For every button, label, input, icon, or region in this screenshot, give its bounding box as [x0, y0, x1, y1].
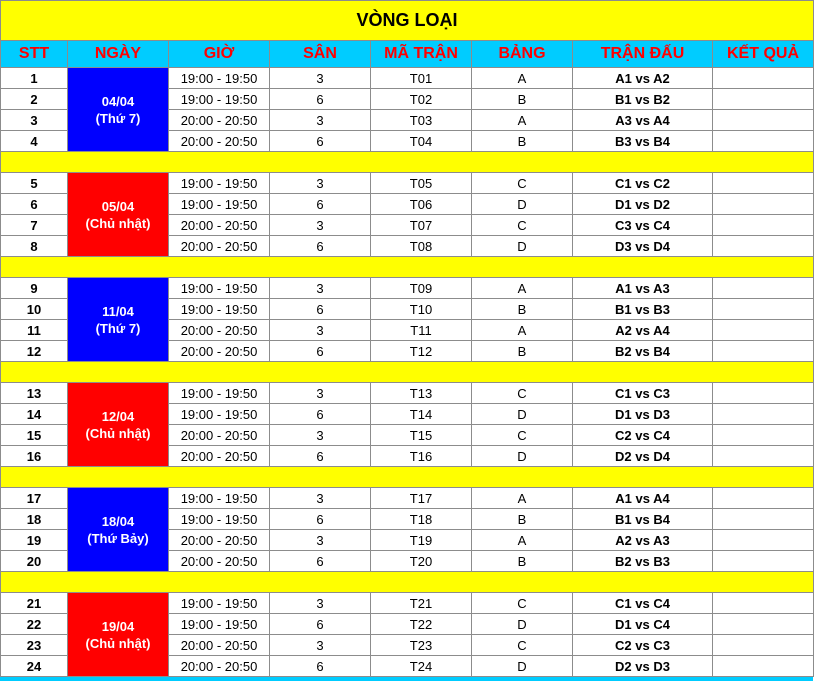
group-cell[interactable]: D: [472, 446, 573, 467]
result-cell[interactable]: [713, 173, 814, 194]
weekday-label: (Thứ 7): [95, 110, 141, 126]
weekday-label: (Chủ nhật): [85, 215, 151, 231]
match-code-cell[interactable]: T11: [371, 320, 472, 341]
stt-cell[interactable]: 11: [1, 320, 68, 341]
time-cell[interactable]: 20:00 - 20:50: [169, 341, 270, 362]
stt-cell[interactable]: 23: [1, 635, 68, 656]
stt-cell[interactable]: 8: [1, 236, 68, 257]
time-cell[interactable]: 19:00 - 19:50: [169, 383, 270, 404]
group-cell[interactable]: D: [472, 404, 573, 425]
stt-cell[interactable]: 5: [1, 173, 68, 194]
separator-cell: [1, 467, 814, 488]
result-cell[interactable]: [713, 446, 814, 467]
group-cell[interactable]: B: [472, 341, 573, 362]
court-cell[interactable]: 6: [270, 131, 371, 152]
stt-cell[interactable]: 17: [1, 488, 68, 509]
stt-cell[interactable]: 2: [1, 89, 68, 110]
group-cell[interactable]: A: [472, 488, 573, 509]
match-cell[interactable]: A2 vs A4: [573, 320, 713, 341]
table-row: [1, 173, 814, 194]
match-cell[interactable]: D2 vs D4: [573, 446, 713, 467]
time-cell[interactable]: 20:00 - 20:50: [169, 635, 270, 656]
court-cell[interactable]: 3: [270, 110, 371, 131]
time-cell[interactable]: 20:00 - 20:50: [169, 110, 270, 131]
result-cell[interactable]: [713, 635, 814, 656]
time-cell[interactable]: 20:00 - 20:50: [169, 215, 270, 236]
weekday-label: (Chủ nhật): [85, 425, 151, 441]
separator-cell: [1, 572, 814, 593]
match-cell[interactable]: C1 vs C4: [573, 593, 713, 614]
group-cell[interactable]: A: [472, 110, 573, 131]
time-cell[interactable]: 20:00 - 20:50: [169, 656, 270, 677]
time-cell[interactable]: 20:00 - 20:50: [169, 425, 270, 446]
stt-cell[interactable]: 19: [1, 530, 68, 551]
court-cell[interactable]: 3: [270, 320, 371, 341]
group-cell[interactable]: B: [472, 551, 573, 572]
date-label: 18/04: [101, 513, 135, 529]
match-code-cell[interactable]: T24: [371, 656, 472, 677]
time-cell[interactable]: 19:00 - 19:50: [169, 278, 270, 299]
weekday-label: (Chủ nhật): [85, 635, 151, 651]
court-cell[interactable]: 6: [270, 614, 371, 635]
time-cell[interactable]: 19:00 - 19:50: [169, 593, 270, 614]
time-cell[interactable]: 20:00 - 20:50: [169, 236, 270, 257]
stt-cell[interactable]: 24: [1, 656, 68, 677]
header-court[interactable]: SÂN: [270, 41, 371, 68]
date-label: 11/04: [102, 303, 134, 319]
date-cell[interactable]: [68, 173, 169, 257]
group-cell[interactable]: D: [472, 614, 573, 635]
court-cell[interactable]: 6: [270, 299, 371, 320]
court-cell[interactable]: 6: [270, 656, 371, 677]
group-cell[interactable]: B: [472, 131, 573, 152]
match-cell[interactable]: D2 vs D3: [573, 656, 713, 677]
date-label: 05/04: [101, 198, 135, 214]
group-separator-row: [1, 362, 814, 383]
match-code-cell[interactable]: T09: [371, 278, 472, 299]
stt-cell[interactable]: 22: [1, 614, 68, 635]
match-cell[interactable]: D1 vs D2: [573, 194, 713, 215]
table-row: [1, 383, 814, 404]
schedule-title: VÒNG LOẠI: [1, 1, 814, 41]
result-cell[interactable]: [713, 320, 814, 341]
match-code-cell[interactable]: T16: [371, 446, 472, 467]
match-code-cell[interactable]: T13: [371, 383, 472, 404]
time-cell[interactable]: 19:00 - 19:50: [169, 194, 270, 215]
date-label: 19/04: [101, 618, 135, 634]
group-cell[interactable]: B: [472, 89, 573, 110]
date-cell[interactable]: [68, 278, 169, 362]
time-cell[interactable]: 19:00 - 19:50: [169, 614, 270, 635]
result-cell[interactable]: [713, 215, 814, 236]
time-cell[interactable]: 20:00 - 20:50: [169, 530, 270, 551]
match-code-cell[interactable]: T20: [371, 551, 472, 572]
separator-cell: [1, 152, 814, 173]
group-separator-row: [1, 572, 814, 593]
match-cell[interactable]: B1 vs B4: [573, 509, 713, 530]
court-cell[interactable]: 6: [270, 509, 371, 530]
group-separator-row: [1, 152, 814, 173]
header-group[interactable]: BẢNG: [472, 41, 573, 68]
match-code-cell[interactable]: T21: [371, 593, 472, 614]
time-cell[interactable]: 19:00 - 19:50: [169, 89, 270, 110]
stt-cell[interactable]: 13: [1, 383, 68, 404]
table-row: [1, 68, 814, 89]
header-date[interactable]: NGÀY: [68, 41, 169, 68]
match-cell[interactable]: A1 vs A3: [573, 278, 713, 299]
result-cell[interactable]: [713, 110, 814, 131]
stt-cell[interactable]: 21: [1, 593, 68, 614]
group-cell[interactable]: A: [472, 278, 573, 299]
group-cell[interactable]: C: [472, 383, 573, 404]
match-cell[interactable]: B1 vs B3: [573, 299, 713, 320]
court-cell[interactable]: 3: [270, 425, 371, 446]
table-row: [1, 278, 814, 299]
match-cell[interactable]: B1 vs B2: [573, 89, 713, 110]
result-cell[interactable]: [713, 278, 814, 299]
header-row: [1, 41, 814, 68]
stt-cell[interactable]: 18: [1, 509, 68, 530]
result-cell[interactable]: [713, 656, 814, 677]
time-cell[interactable]: 19:00 - 19:50: [169, 299, 270, 320]
header-match-code[interactable]: MÃ TRẬN: [371, 41, 472, 68]
result-cell[interactable]: [713, 299, 814, 320]
court-cell[interactable]: 3: [270, 215, 371, 236]
weekday-label: (Thứ 7): [95, 320, 141, 336]
court-cell[interactable]: 6: [270, 446, 371, 467]
stt-cell[interactable]: 12: [1, 341, 68, 362]
match-code-cell[interactable]: T05: [371, 173, 472, 194]
date-cell[interactable]: [68, 488, 169, 572]
match-cell[interactable]: C2 vs C3: [573, 635, 713, 656]
stt-cell[interactable]: 3: [1, 110, 68, 131]
match-cell[interactable]: C2 vs C4: [573, 425, 713, 446]
header-match[interactable]: TRẬN ĐẤU: [573, 41, 713, 68]
match-cell[interactable]: A1 vs A2: [573, 68, 713, 89]
group-cell[interactable]: C: [472, 173, 573, 194]
time-cell[interactable]: 19:00 - 19:50: [169, 488, 270, 509]
court-cell[interactable]: 3: [270, 68, 371, 89]
group-cell[interactable]: C: [472, 215, 573, 236]
result-cell[interactable]: [713, 551, 814, 572]
court-cell[interactable]: 3: [270, 278, 371, 299]
match-code-cell[interactable]: T02: [371, 89, 472, 110]
time-cell[interactable]: 19:00 - 19:50: [169, 173, 270, 194]
group-cell[interactable]: A: [472, 320, 573, 341]
match-cell[interactable]: D1 vs D3: [573, 404, 713, 425]
separator-cell: [1, 257, 814, 278]
time-cell[interactable]: 19:00 - 19:50: [169, 509, 270, 530]
time-cell[interactable]: 20:00 - 20:50: [169, 320, 270, 341]
result-cell[interactable]: [713, 425, 814, 446]
time-cell[interactable]: 20:00 - 20:50: [169, 131, 270, 152]
header-time[interactable]: GIỜ: [169, 41, 270, 68]
result-cell[interactable]: [713, 509, 814, 530]
match-cell[interactable]: B3 vs B4: [573, 131, 713, 152]
court-cell[interactable]: 3: [270, 173, 371, 194]
match-code-cell[interactable]: T15: [371, 425, 472, 446]
court-cell[interactable]: 3: [270, 488, 371, 509]
group-cell[interactable]: B: [472, 299, 573, 320]
group-cell[interactable]: C: [472, 593, 573, 614]
table-row: [1, 593, 814, 614]
match-cell[interactable]: B2 vs B3: [573, 551, 713, 572]
result-cell[interactable]: [713, 341, 814, 362]
separator-cell: [1, 362, 814, 383]
time-cell[interactable]: 19:00 - 19:50: [169, 404, 270, 425]
date-cell[interactable]: [68, 383, 169, 467]
weekday-label: (Thứ Bảy): [87, 530, 149, 546]
header-stt[interactable]: STT: [1, 41, 68, 68]
date-cell[interactable]: [68, 68, 169, 152]
result-cell[interactable]: [713, 593, 814, 614]
group-separator-row: [1, 467, 814, 488]
table-row: [1, 488, 814, 509]
header-result[interactable]: KẾT QUẢ: [713, 41, 814, 68]
match-code-cell[interactable]: T12: [371, 341, 472, 362]
match-code-cell[interactable]: T22: [371, 614, 472, 635]
result-cell[interactable]: [713, 236, 814, 257]
date-cell[interactable]: [68, 593, 169, 677]
match-cell[interactable]: C1 vs C2: [573, 173, 713, 194]
stt-cell[interactable]: 20: [1, 551, 68, 572]
match-code-cell[interactable]: T18: [371, 509, 472, 530]
court-cell[interactable]: 6: [270, 341, 371, 362]
match-code-cell[interactable]: T08: [371, 236, 472, 257]
match-code-cell[interactable]: T07: [371, 215, 472, 236]
match-cell[interactable]: C3 vs C4: [573, 215, 713, 236]
court-cell[interactable]: 3: [270, 530, 371, 551]
time-cell[interactable]: 20:00 - 20:50: [169, 446, 270, 467]
court-cell[interactable]: 3: [270, 635, 371, 656]
time-cell[interactable]: 19:00 - 19:50: [169, 68, 270, 89]
group-cell[interactable]: D: [472, 656, 573, 677]
match-cell[interactable]: D1 vs C4: [573, 614, 713, 635]
match-code-cell[interactable]: T04: [371, 131, 472, 152]
stt-cell[interactable]: 7: [1, 215, 68, 236]
group-cell[interactable]: A: [472, 68, 573, 89]
court-cell[interactable]: 3: [270, 593, 371, 614]
stt-cell[interactable]: 1: [1, 68, 68, 89]
bottom-border-bar: [0, 677, 813, 681]
court-cell[interactable]: 3: [270, 383, 371, 404]
result-cell[interactable]: [713, 89, 814, 110]
result-cell[interactable]: [713, 614, 814, 635]
result-cell[interactable]: [713, 194, 814, 215]
match-cell[interactable]: B2 vs B4: [573, 341, 713, 362]
result-cell[interactable]: [713, 404, 814, 425]
match-cell[interactable]: D3 vs D4: [573, 236, 713, 257]
stt-cell[interactable]: 9: [1, 278, 68, 299]
result-cell[interactable]: [713, 383, 814, 404]
court-cell[interactable]: 6: [270, 194, 371, 215]
date-label: 04/04: [101, 93, 135, 109]
group-cell[interactable]: D: [472, 194, 573, 215]
group-cell[interactable]: B: [472, 509, 573, 530]
result-cell[interactable]: [713, 131, 814, 152]
stt-cell[interactable]: 15: [1, 425, 68, 446]
group-cell[interactable]: D: [472, 236, 573, 257]
group-separator-row: [1, 257, 814, 278]
stt-cell[interactable]: 4: [1, 131, 68, 152]
match-cell[interactable]: C1 vs C3: [573, 383, 713, 404]
match-code-cell[interactable]: T17: [371, 488, 472, 509]
court-cell[interactable]: 6: [270, 89, 371, 110]
match-code-cell[interactable]: T23: [371, 635, 472, 656]
match-code-cell[interactable]: T06: [371, 194, 472, 215]
date-label: 12/04: [101, 408, 135, 424]
match-cell[interactable]: A1 vs A4: [573, 488, 713, 509]
match-code-cell[interactable]: T01: [371, 68, 472, 89]
court-cell[interactable]: 6: [270, 551, 371, 572]
group-cell[interactable]: C: [472, 635, 573, 656]
match-cell[interactable]: A3 vs A4: [573, 110, 713, 131]
match-code-cell[interactable]: T14: [371, 404, 472, 425]
stt-cell[interactable]: 14: [1, 404, 68, 425]
time-cell[interactable]: 20:00 - 20:50: [169, 551, 270, 572]
result-cell[interactable]: [713, 530, 814, 551]
result-cell[interactable]: [713, 68, 814, 89]
match-code-cell[interactable]: T03: [371, 110, 472, 131]
group-cell[interactable]: A: [472, 530, 573, 551]
group-cell[interactable]: C: [472, 425, 573, 446]
match-code-cell[interactable]: T19: [371, 530, 472, 551]
court-cell[interactable]: 6: [270, 404, 371, 425]
stt-cell[interactable]: 6: [1, 194, 68, 215]
stt-cell[interactable]: 10: [1, 299, 68, 320]
court-cell[interactable]: 6: [270, 236, 371, 257]
result-cell[interactable]: [713, 488, 814, 509]
match-cell[interactable]: A2 vs A3: [573, 530, 713, 551]
match-code-cell[interactable]: T10: [371, 299, 472, 320]
stt-cell[interactable]: 16: [1, 446, 68, 467]
